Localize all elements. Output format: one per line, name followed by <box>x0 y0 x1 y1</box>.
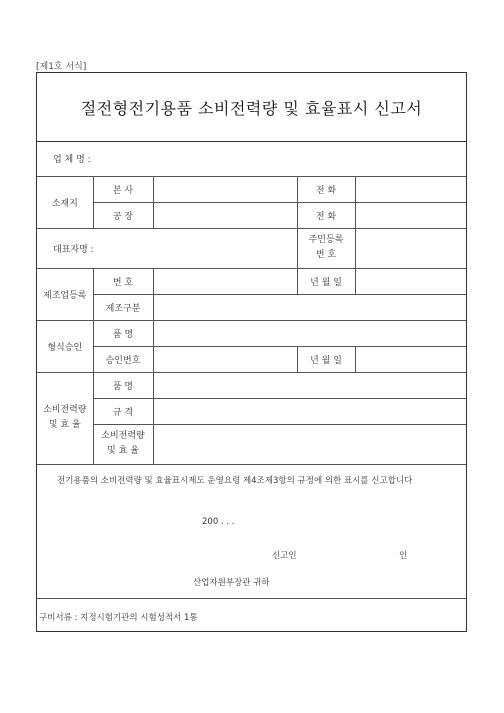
row-approval-product <box>37 320 466 346</box>
row-power-product <box>37 372 466 398</box>
row-office <box>37 176 466 202</box>
approval-date-field[interactable] <box>355 346 466 372</box>
mfg-reg-label: 제조업등록 <box>37 268 93 320</box>
office-field[interactable] <box>153 176 297 202</box>
declaration-date: 200 . . . <box>202 516 235 527</box>
recipient-label: 산업자원부장관 귀하 <box>193 577 270 588</box>
declaration-cell <box>37 464 466 598</box>
mfg-number-label: 번 호 <box>93 268 153 294</box>
approval-number-field[interactable] <box>153 346 297 372</box>
declaration-text: 전기용품의 소비전력량 및 효율표시제도 운영요령 제4조제3항의 규정에 의한 표시를 신고합니다 <box>57 475 413 486</box>
factory-phone-label: 전 화 <box>297 202 355 228</box>
row-representative <box>37 228 466 268</box>
power-efficiency-line1: 소비전력량 <box>101 431 145 441</box>
mfg-type-label: 제조구분 <box>93 294 153 320</box>
power-label-line1: 소비전력량 <box>43 405 87 415</box>
power-spec-field[interactable] <box>153 398 466 424</box>
office-phone-label: 전 화 <box>297 176 355 202</box>
row-approval-number <box>37 346 466 372</box>
rrn-field[interactable] <box>355 228 466 268</box>
approval-product-field[interactable] <box>153 320 466 346</box>
power-product-field[interactable] <box>153 372 466 398</box>
row-declaration <box>37 464 466 598</box>
declaration-block <box>37 465 466 598</box>
row-company <box>37 141 466 176</box>
seal-label: 인 <box>399 550 408 561</box>
reporter-label: 신고인 <box>272 550 297 561</box>
form-title: 절전형전기용품 소비전력량 및 효율표시 신고서 <box>37 73 466 142</box>
factory-phone-field[interactable] <box>355 202 466 228</box>
rrn-label-line2: 번 호 <box>315 250 337 260</box>
mfg-date-label: 년 월 일 <box>297 268 355 294</box>
representative-label: 대표자명 : <box>37 228 297 268</box>
report-form <box>36 72 467 632</box>
form-grid <box>37 141 466 599</box>
approval-date-label: 년 월 일 <box>297 346 355 372</box>
form-code: [제1호 서식] <box>36 62 87 72</box>
type-approval-label: 형식승인 <box>37 320 93 372</box>
approval-number-label: 승인번호 <box>93 346 153 372</box>
mfg-type-field[interactable] <box>153 294 466 320</box>
row-mfg-type <box>37 294 466 320</box>
approval-product-label: 품 명 <box>93 320 153 346</box>
row-mfg-number <box>37 268 466 294</box>
power-spec-label: 규 격 <box>93 398 153 424</box>
power-label <box>37 372 93 464</box>
row-factory <box>37 202 466 228</box>
factory-label: 공 장 <box>93 202 153 228</box>
location-label: 소재지 <box>37 176 93 228</box>
row-power-spec <box>37 398 466 424</box>
power-efficiency-line2: 및 효 율 <box>107 446 139 456</box>
rrn-label-line1: 주민등록 <box>308 235 344 245</box>
power-label-line2: 및 효 율 <box>48 420 81 430</box>
mfg-number-field[interactable] <box>153 268 297 294</box>
power-efficiency-label <box>93 424 153 464</box>
required-documents: 구비서류 : 지정시험기관의 시험성적서 1통 <box>39 613 198 623</box>
power-product-label: 품 명 <box>93 372 153 398</box>
mfg-date-field[interactable] <box>355 268 466 294</box>
office-phone-field[interactable] <box>355 176 466 202</box>
rrn-label <box>297 228 355 268</box>
factory-field[interactable] <box>153 202 297 228</box>
row-power-efficiency <box>37 424 466 464</box>
power-efficiency-field[interactable] <box>153 424 466 464</box>
company-label: 업 체 명 : <box>37 141 466 176</box>
office-label: 본 사 <box>93 176 153 202</box>
